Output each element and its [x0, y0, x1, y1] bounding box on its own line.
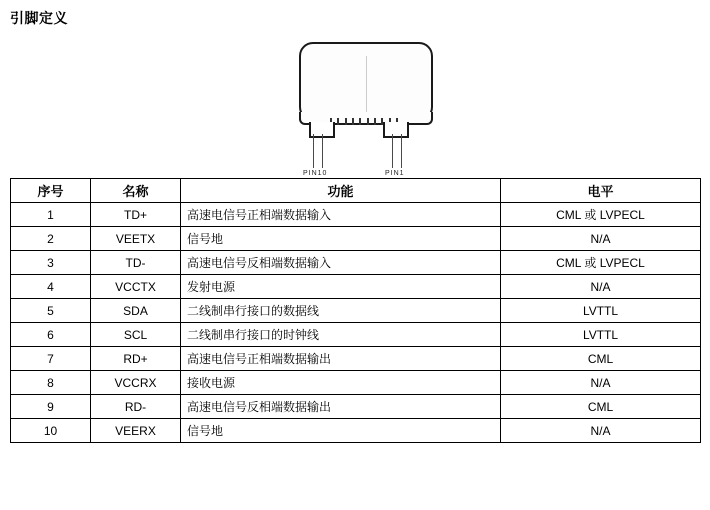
cell-function: 高速电信号反相端数据输出 — [181, 395, 501, 419]
page-title: 引脚定义 — [10, 10, 68, 26]
cell-no: 7 — [11, 347, 91, 371]
cell-level: LVTTL — [501, 299, 701, 323]
table-row — [11, 323, 701, 347]
table-header-row — [11, 179, 701, 203]
table-row — [11, 227, 701, 251]
column-header-no: 序号 — [11, 179, 91, 203]
cell-no: 6 — [11, 323, 91, 347]
cell-level: CML — [501, 347, 701, 371]
cell-function: 信号地 — [181, 419, 501, 443]
pin-tick — [352, 118, 354, 125]
device-body — [299, 42, 433, 121]
cell-function: 接收电源 — [181, 371, 501, 395]
cell-level: N/A — [501, 419, 701, 443]
cell-function: 二线制串行接口的数据线 — [181, 299, 501, 323]
cell-no: 1 — [11, 203, 91, 227]
device-lead — [392, 134, 393, 168]
pin-tick — [359, 118, 361, 125]
cell-function: 二线制串行接口的时钟线 — [181, 323, 501, 347]
cell-no: 8 — [11, 371, 91, 395]
pin-tick — [367, 118, 369, 125]
cell-name: VCCRX — [91, 371, 181, 395]
pin-tick — [374, 118, 376, 125]
pin1-label: PIN1 — [385, 170, 405, 177]
cell-level: N/A — [501, 371, 701, 395]
cell-no: 3 — [11, 251, 91, 275]
cell-name: SCL — [91, 323, 181, 347]
cell-no: 10 — [11, 419, 91, 443]
cell-name: TD+ — [91, 203, 181, 227]
pin-tick — [337, 118, 339, 125]
cell-function: 发射电源 — [181, 275, 501, 299]
cell-name: RD- — [91, 395, 181, 419]
cell-function: 高速电信号反相端数据输入 — [181, 251, 501, 275]
pin-definition-table — [10, 178, 701, 443]
cell-function: 高速电信号正相端数据输出 — [181, 347, 501, 371]
table-row — [11, 275, 701, 299]
cell-level: CML — [501, 395, 701, 419]
device-lead — [401, 134, 402, 168]
column-header-level: 电平 — [501, 179, 701, 203]
device-diagram — [0, 34, 710, 177]
device-center-line — [366, 56, 367, 112]
table-row — [11, 299, 701, 323]
table-row — [11, 419, 701, 443]
cell-name: VEETX — [91, 227, 181, 251]
table-row — [11, 251, 701, 275]
cell-level: CML 或 LVPECL — [501, 251, 701, 275]
table-row — [11, 347, 701, 371]
column-header-function: 功能 — [181, 179, 501, 203]
cell-function: 高速电信号正相端数据输入 — [181, 203, 501, 227]
cell-name: RD+ — [91, 347, 181, 371]
cell-name: TD- — [91, 251, 181, 275]
cell-name: SDA — [91, 299, 181, 323]
pin-tick — [345, 118, 347, 125]
cell-no: 5 — [11, 299, 91, 323]
device-mounting-tab-right — [383, 122, 409, 138]
cell-level: LVTTL — [501, 323, 701, 347]
table-row — [11, 203, 701, 227]
cell-no: 2 — [11, 227, 91, 251]
device-lead — [313, 134, 314, 168]
column-header-name: 名称 — [91, 179, 181, 203]
cell-function: 信号地 — [181, 227, 501, 251]
cell-level: N/A — [501, 275, 701, 299]
device-lead — [322, 134, 323, 168]
cell-level: N/A — [501, 227, 701, 251]
cell-level: CML 或 LVPECL — [501, 203, 701, 227]
cell-name: VEERX — [91, 419, 181, 443]
pin10-label: PIN10 — [303, 170, 328, 177]
table-row — [11, 371, 701, 395]
table-row — [11, 395, 701, 419]
cell-no: 4 — [11, 275, 91, 299]
cell-name: VCCTX — [91, 275, 181, 299]
cell-no: 9 — [11, 395, 91, 419]
